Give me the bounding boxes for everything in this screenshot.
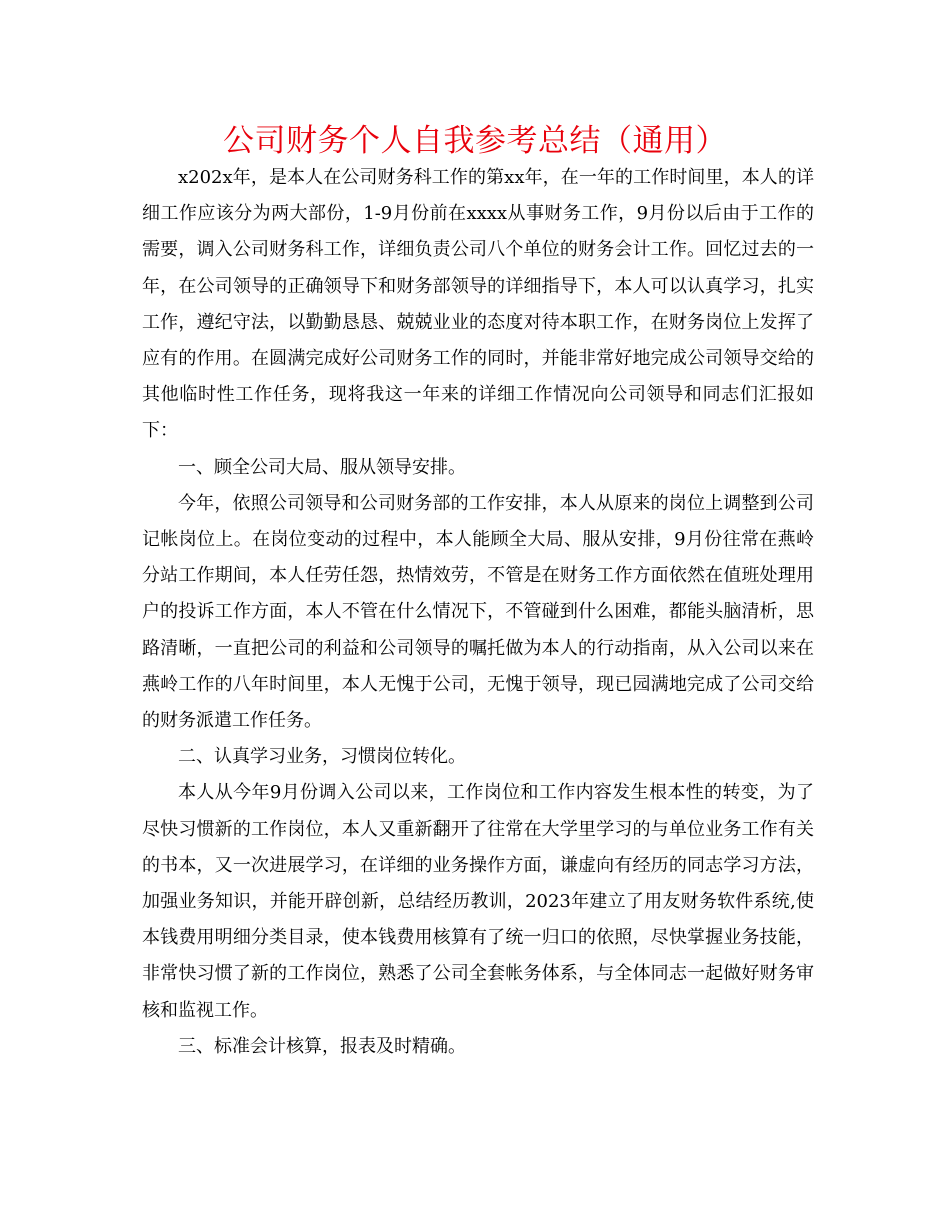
section-heading-1: 一、顾全公司大局、服从领导安排。 — [178, 456, 466, 478]
document-title: 公司财务个人自我参考总结（通用） — [223, 123, 727, 159]
document-body — [142, 160, 814, 1065]
section-heading-2: 二、认真学习业务，习惯岗位转化。 — [178, 746, 466, 768]
section-heading-3: 三、标准会计核算，报表及时精确。 — [178, 1035, 466, 1057]
paragraph-section-2: 本人从今年9月份调入公司以来，工作岗位和工作内容发生根本性的转变，为了尽快习惯新的工作岗位，本人又重新翻开了往常在大学里学习的与单位业务工作有关的书本，又一次进展学习，在详细的业务操作方面，谦虚向有经历的同志学习方法，加强业务知识，并能开辟创新，总结经历教训，2023年建立了用友财务软件系统,使本钱费用明细分类目录，使本钱费用核算有了统一归口的依照，尽快掌握业务技能，非常快习惯了新的工作岗位，熟悉了公司全套帐务体系，与全体同志一起做好财务审核和监视工作。 — [142, 782, 814, 1021]
paragraph-intro: x202x年，是本人在公司财务科工作的第xx年，在一年的工作时间里，本人的详细工作应该分为两大部份，1-9月份前在xxxx从事财务工作，9月份以后由于工作的需要，调入公司财务科工作，详细负责公司八个单位的财务会计工作。回忆过去的一年，在公司领导的正确领导下和财务部领导的详细指导下，本人可以认真学习，扎实工作，遵纪守法，以勤勤恳恳、兢兢业业的态度对待本职工作，在财务岗位上发挥了应有的作用。在圆满完成好公司财务工作的同时，并能非常好地完成公司领导交给的其他临时性工作任务，现将我这一年来的详细工作情况向公司领导和同志们汇报如下： — [142, 167, 814, 442]
paragraph-section-1: 今年，依照公司领导和公司财务部的工作安排，本人从原来的岗位上调整到公司记帐岗位上。在岗位变动的过程中，本人能顾全大局、服从安排，9月份往常在燕岭分站工作期间，本人任劳任怨，热情效劳，不管是在财务工作方面依然在值班处理用户的投诉工作方面，本人不管在什么情况下，不管碰到什么困难，都能头脑清析，思路清晰，一直把公司的利益和公司领导的嘱托做为本人的行动指南，从入公司以来在燕岭工作的八年时间里，本人无愧于公司，无愧于领导，现已园满地完成了公司交给的财务派遣工作任务。 — [142, 492, 814, 732]
